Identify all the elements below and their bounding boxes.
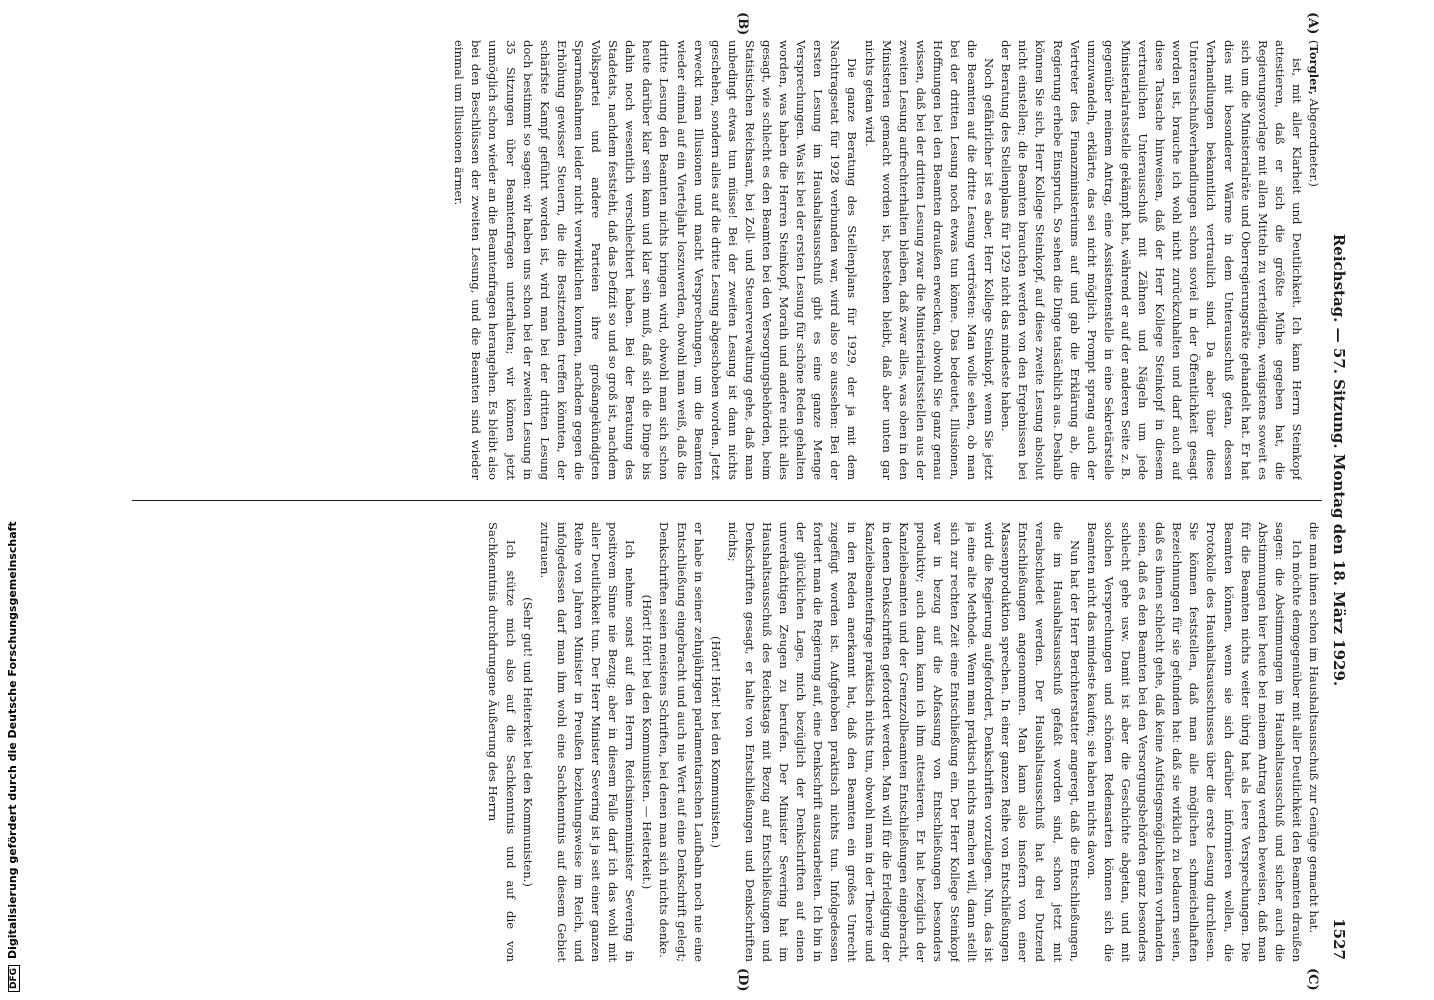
digitization-credit: [6, 2, 22, 992]
interjection: (Hört! Hört! bei den Kommunisten. — Heiterkeit.): [640, 594, 655, 890]
dfg-logo: DFG: [8, 965, 20, 992]
paragraph: er habe in seiner zehnjährigen parlamentarischen Laufbahn noch nie eine Entschließung eingebracht und auch nie Wert auf eine Denkschrift gelegt; Denkschriften seien meistens Schriften, bei denen man sich nichts denke.: [657, 522, 706, 962]
page-number: 1527: [1330, 918, 1348, 960]
page-header: [1326, 40, 1350, 960]
document-page: [120, 12, 1350, 992]
paragraph: die man ihnen schon im Haushaltsausschuß zur Genüge gemacht hat.: [1307, 522, 1321, 934]
left-column: (Torgler, Abgeordneter.) ist, mit aller Klarheit und Deutlichkeit. Ich kann Herrn Steinkopf attestieren, daß er sich die größte Mühe gegeben hat, die Regierungsvorlage mit allen Mitteln zu verteidigen, wenigstens soweit es sich um die Ministerialräte und Oberregierungsräte gehandelt hat. Er hat dies mit besonderer Wärme in dem Unterausschuß getan, dessen Verhandlungen bekanntlich vertraulich sind. Da aber über diese Unterausschußverhandlungen schon soviel in der Öffentlichkeit gesagt worden ist, brauche ich wohl nicht zurückzuhalten und darf auch auf diese Tatsache hinweisen, daß der Herr Kollege Steinkopf in diesem vertraulichen Unterausschuß mit Zähnen und Nägeln um jede Ministerialratsstelle gekämpft hat, während er auf der anderen Seite z. B. gegenüber meinem Antrag, eine Assistentenstelle in eine Sekretärstelle umzuwandeln, erklärte, das sei nicht möglich. Prompt sprang auch der Vertreter des Finanzministeriums auf und gab die Erklärung ab, die Regierung erhebe Einspruch. So sehen die Dinge tatsächlich aus. Deshalb können Sie sich, Herr Kollege Steinkopf, auf diese zweite Lesung absolut nicht einstellen; die Beamten brauchen werden von den Ergebnissen bei der Beratung des Stellenplans für 1929 nicht das mindeste haben. Noch gefährlicher ist es aber, Herr Kollege Steinkopf, wenn Sie jetzt die Beamten auf die dritte Lesung vertrösten: Man wolle sehen, ob man bei der dritten Lesung noch etwas tun könne. Das bedeutet, Illusionen, Hoffnungen bei den Beamten draußen erwecken, obwohl Sie ganz genau wissen, daß bei der dritten Lesung zwar die Ministerialratsstellen aus der zweiten Lesung aufrechterhalten bleiben, daß zwar alles, was oben in den Ministerien gemacht worden ist, bestehen bleibt, daß aber unten gar nichts getan wird. Die ganze Beratung des Stellenplans für 1929, der ja mit dem Nachtragsetat für 1928 verbunden war, wird also so aussehen: Bei der ersten Lesung im Haushaltsausschuß gibt es eine ganze Menge Versprechungen. Was ist bei der ersten Lesung für schöne Reden gehalten worden, was haben die Herren Steinkopf, Morath und andere nicht alles gesagt, wie schlecht es den Beamten bei den Versorgungsbehörden, beim Statistischen Reichsamt, bei Zoll- und Steuerverwaltung gehe, daß man unbedingt etwas tun müsse! Bei der zweiten Lesung ist dann nichts geschehen, sondern alles auf die dritte Lesung abgeschoben worden. Jetzt erweckt man Illusionen und macht Versprechungen, um die Beamten wieder einmal auf ein Vierteljahr loszuwerden, obwohl man weiß, daß die dritte Lesung den Beamten nichts bringen wird, obwohl man sich schon heute darüber klar sein kann und klar sein muß, daß sich die Dinge bis dahin noch wesentlich verschlechtert haben. Bei der Beratung des Stadetats, nachdem feststeht, daß das Defizit so und so groß ist, nachdem Volkspartei und andere Parteien ihre großangekündigten Sparmaßnahmen leider nicht verwirklichen konnten, nachdem gegen die Erhöhung gewisser Steuern, die die Besitzenden treffen könnten, der schärfste Kampf geführt worden ist, wird man bei der dritten Lesung doch bestimmt so sagen: wir haben uns schon bei der zweiten Lesung in 35 Sitzungen über Beamtenfragen unterhalten; wir können jetzt unmöglich schon wieder an die Beamtenfragen herangehen. Es bleibt also bei den Beschlüssen der zweiten Lesung, und die Beamten sind wieder einmal um Illusionen ärmer.: [132, 40, 1322, 480]
margin-marker-d: (D): [735, 968, 750, 992]
paragraph: Nun hat der Herr Berichterstatter angeregt, daß die Entschließungen, die im Haushaltsausschuß gefaßt worden sind, schon jetzt mit verabschiedet werden. Der Haushaltsausschuß hat drei Dutzend Entschließungen angenommen. Man kann also insofern von einer Massenproduktion sprechen. In einer ganzen Reihe von Entschließungen wird die Regierung aufgefordert, Denkschriften vorzulegen. Nun, das ist ja eine alte Methode. Wenn man praktisch nichts machen will, dann stellt sich zur rechten Zeit eine Entschließung ein. Der Herr Kollege Steinkopf war in bezug auf die Abfassung von Entschließungen besonders produktiv; auch dann kann ich ihm attestieren. Er hat bezüglich der Kanzleibeamten und der Grenzzollbeamten Entschließungen eingebracht, in denen Denkschriften gefordert werden. Man will für die Erledigung der Kanzleibeamtenfrage praktisch nichts tun, obwohl man in der Theorie und in den Reden anerkannt hat, daß den Beamten ein großes Unrecht zugefügt worden ist. Aufgehoben praktisch nichts tun. Infolgedessen fordert man die Regierung auf, eine Denkschrift auszuarbeiten. Ich bin in der glücklichen Lage, mich bezüglich der Denkschriften auf einen unverdächtigen Zeugen zu berufen. Der Minister Severing hat im Haushaltsausschuß des Reichstags mit Bezug auf Entschließungen und Denkschriften gesagt, er halte von Entschließungen und Denkschriften nichts;: [725, 522, 1082, 962]
paragraph: ist, mit aller Klarheit und Deutlichkeit. Ich kann Herrn Steinkopf attestieren, daß er sich die größte Mühe gegeben hat, die Regierungsvorlage mit allen Mitteln zu verteidigen, wenigstens soweit es sich um die Ministerialräte und Oberregierungsräte gehandelt hat. Er hat dies mit besonderer Wärme in dem Unterausschuß getan, dessen Verhandlungen bekanntlich vertraulich sind. Da aber über diese Unterausschußverhandlungen schon soviel in der Öffentlichkeit gesagt worden ist, brauche ich wohl nicht zurückzuhalten und darf auch auf diese Tatsache hinweisen, daß der Herr Kollege Steinkopf in diesem vertraulichen Unterausschuß mit Zähnen und Nägeln um jede Ministerialratsstelle gekämpft hat, während er auf der anderen Seite z. B. gegenüber meinem Antrag, eine Assistentenstelle in eine Sekretärstelle umzuwandeln, erklärte, das sei nicht möglich. Prompt sprang auch der Vertreter des Finanzministeriums auf und gab die Erklärung ab, die Regierung erhebe Einspruch. So sehen die Dinge tatsächlich aus. Deshalb können Sie sich, Herr Kollege Steinkopf, auf diese zweite Lesung absolut nicht einstellen; die Beamten brauchen werden von den Ergebnissen bei der Beratung des Stellenplans für 1929 nicht das mindeste haben.: [999, 40, 1304, 480]
paragraph: Die ganze Beratung des Stellenplans für 1929, der ja mit dem Nachtragsetat für 1928 verbunden war, wird also so aussehen: Bei der ersten Lesung im Haushaltsausschuß gibt es eine ganze Menge Versprechungen. Was ist bei der ersten Lesung für schöne Reden gehalten worden, was haben die Herren Steinkopf, Morath und andere nicht alles gesagt, wie schlecht es den Beamten bei den Versorgungsbehörden, beim Statistischen Reichsamt, bei Zoll- und Steuerverwaltung gehe, daß man unbedingt etwas tun müsse! Bei der zweiten Lesung ist dann nichts geschehen, sondern alles auf die dritte Lesung abgeschoben worden. Jetzt erweckt man Illusionen und macht Versprechungen, um die Beamten wieder einmal auf ein Vierteljahr loszuwerden, obwohl man weiß, daß die dritte Lesung den Beamten nichts bringen wird, obwohl man sich schon heute darüber klar sein kann und klar sein muß, daß sich die Dinge bis dahin noch wesentlich verschlechtert haben. Bei der Beratung des Stadetats, nachdem feststeht, daß das Defizit so und so groß ist, nachdem Volkspartei und andere Parteien ihre großangekündigten Sparmaßnahmen leider nicht verwirklichen konnten, nachdem gegen die Erhöhung gewisser Steuern, die die Besitzenden treffen könnten, der schärfste Kampf geführt worden ist, wird man bei der dritten Lesung doch bestimmt so sagen: wir haben uns schon bei der zweiten Lesung in 35 Sitzungen über Beamtenfragen unterhalten; wir können jetzt unmöglich schon wieder an die Beamtenfragen herangehen. Es bleibt also bei den Beschlüssen der zweiten Lesung, und die Beamten sind wieder einmal um Illusionen ärmer.: [452, 40, 860, 480]
margin-marker-b: (B): [735, 12, 750, 36]
paragraph: Ich möchte demgegenüber mit aller Deutlichkeit den Beamten draußen sagen: die Abstimmungen im Haushaltsausschuß und sicher auch die Abstimmungen hier heute bei meinem Antrag werden beweisen, daß man für die Beamten nichts weiter übrig hat als leere Versprechungen. Die Beamten können, wenn sie sich darüber informieren wollen, die Protokolle des Haushaltsausschusses über die erste Lesung durchlesen. Sie können feststellen, daß man alle möglichen schmeichelhaften Bezeichnungen für sie gefunden hat: daß sie wirklich zu bedauern seien, daß es ihnen schlecht gehe, daß keine Aufstiegsmöglichkeiten vorhanden seien, daß es den Beamten bei den Versorgungsbehörden ganz besonders schlecht gehe usw. Damit ist aber die Geschichte abgetan, und mit solchen Versprechungen und schönen Redensarten können sich die Beamten nicht das mindeste kaufen; sie haben nichts davon.: [1084, 522, 1304, 962]
running-title: Reichstag. — 57. Sitzung. Montag den 18. März 1929.: [1330, 233, 1348, 687]
paragraph: Ich stütze mich also auf die Sachkenntnis und auf die von Sachkenntnis durchdrungene Äußerung des Herrn: [486, 522, 518, 962]
right-column: [132, 522, 1322, 962]
speaker-role: Abgeordneter.: [1307, 98, 1321, 183]
speaker-name: Torgler,: [1307, 44, 1321, 95]
credit-text: Digitalisierung gefördert durch die Deutsche Forschungsgemeinschaft: [6, 521, 19, 959]
margin-marker-a: (A): [1305, 12, 1320, 35]
interjection: (Hört! Hört! bei den Kommunisten.): [708, 635, 723, 848]
column-divider: [132, 500, 1322, 501]
margin-marker-c: (C): [1305, 968, 1320, 991]
interjection: (Sehr gut! und Heiterkeit bei den Kommunisten.): [520, 597, 535, 887]
paragraph: Noch gefährlicher ist es aber, Herr Kollege Steinkopf, wenn Sie jetzt die Beamten auf die dritte Lesung vertrösten: Man wolle sehen, ob man bei der dritten Lesung noch etwas tun könne. Das bedeutet, Illusionen, Hoffnungen bei den Beamten draußen erwecken, obwohl Sie ganz genau wissen, daß bei der dritten Lesung zwar die Ministerialratsstellen aus der zweiten Lesung aufrechterhalten bleiben, daß zwar alles, was oben in den Ministerien gemacht worden ist, bestehen bleibt, daß aber unten gar nichts getan wird.: [862, 40, 997, 480]
paragraph: Ich nehme sonst auf den Herrn Reichsinnenminister Severing in positivem Sinne nie Bezug; aber in diesem Falle darf ich das wohl mit aller Deutlichkeit tun. Der Herr Minister Severing ist ja seit einer ganzen Reihe von Jahren Minister in Preußen beziehungsweise im Reich, und infolgedessen darf man ihm wohl eine Sachkenntnis auf diesem Gebiet zutrauen.: [537, 522, 638, 962]
